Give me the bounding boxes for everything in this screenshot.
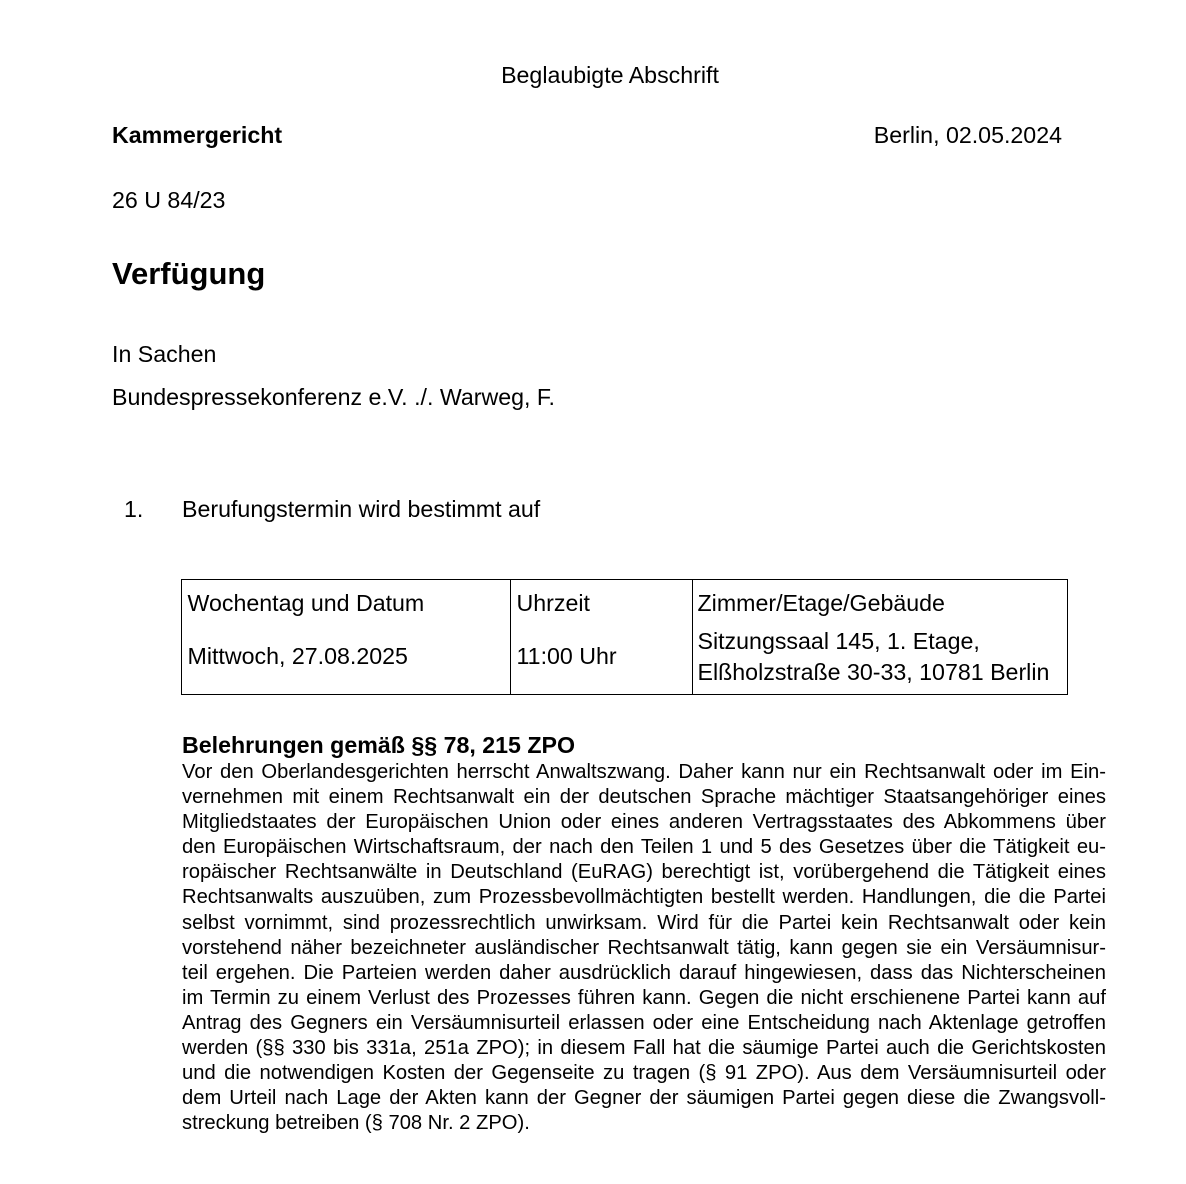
file-number: 26 U 84/23 bbox=[112, 187, 226, 213]
paragraph-line: ropäischer Rechtsanwälte in Deutschland (EuRAG) berechtigt ist, vorübergehend die Tätigkeit eines bbox=[182, 861, 1106, 884]
paragraph-line: Mitgliedstaates der Europäischen Union oder eines anderen Vertragsstaates des Abkommens über bbox=[182, 811, 1106, 834]
table-cell-time: 11:00 Uhr bbox=[516, 642, 617, 669]
order-item-text: Berufungstermin wird bestimmt auf bbox=[182, 496, 541, 522]
table-header-date: Wochentag und Datum bbox=[187, 589, 425, 616]
paragraph-line: vernehmen mit einem Rechtsanwalt ein der deutschen Sprache mächtiger Staatsangehöriger eines bbox=[182, 786, 1106, 809]
case-parties: Bundespressekonferenz e.V. ./. Warweg, F. bbox=[112, 384, 555, 410]
paragraph-line: dem Urteil nach Lage der Akten kann der Gegner der säumigen Partei gegen diese die Zwangsvoll- bbox=[182, 1087, 1106, 1110]
paragraph-line: selbst vornimmt, sind prozessrechtlich unwirksam. Wird für die Partei kein Rechtsanwalt oder kein bbox=[182, 911, 1106, 934]
instructions-heading: Belehrungen gemäß §§ 78, 215 ZPO bbox=[182, 732, 576, 758]
certified-copy-label: Beglaubigte Abschrift bbox=[501, 62, 719, 88]
table-column-divider bbox=[510, 580, 512, 694]
paragraph-line: den Europäischen Wirtschaftsraum, der nach den Teilen 1 und 5 des Gesetzes über die Tätigkeit eu- bbox=[182, 836, 1106, 859]
paragraph-line: Vor den Oberlandesgerichten herrscht Anwaltszwang. Daher kann nur ein Rechtsanwalt oder im Ein- bbox=[182, 761, 1106, 783]
table-cell-location-line: Elßholzstraße 30-33, 10781 Berlin bbox=[697, 658, 1050, 685]
appointment-table bbox=[181, 579, 1068, 695]
paragraph-line: Rechtsanwalts auszuüben, zum Prozessbevollmächtigten bestellt werden. Handlungen, die die Partei bbox=[182, 886, 1106, 909]
paragraph-line: teil ergehen. Die Parteien werden daher ausdrücklich darauf hingewiesen, dass das Nichterscheinen bbox=[182, 961, 1106, 984]
place-date: Berlin, 02.05.2024 bbox=[873, 122, 1062, 148]
paragraph-line: im Termin zu einem Verlust des Prozesses führen kann. Gegen die nicht erschienene Partei kann auf bbox=[182, 986, 1106, 1009]
paragraph-line: werden (§§ 330 bis 331a, 251a ZPO); in diesem Fall hat die säumige Partei auch die Gerichtskosten bbox=[182, 1037, 1106, 1060]
table-header-time: Uhrzeit bbox=[516, 589, 590, 616]
paragraph-line: streckung betreiben (§ 708 Nr. 2 ZPO). bbox=[182, 1112, 530, 1135]
paragraph-line: und die notwendigen Kosten der Gegenseite zu tragen (§ 91 ZPO). Aus dem Versäumnisurteil oder bbox=[182, 1062, 1106, 1085]
paragraph-line: vorstehend näher bezeichneter ausländischer Rechtsanwalt tätig, kann gegen sie ein Versäumnisur- bbox=[182, 936, 1106, 959]
table-cell-date: Mittwoch, 27.08.2025 bbox=[187, 642, 408, 669]
case-intro: In Sachen bbox=[112, 341, 217, 367]
table-cell-location-line: Sitzungssaal 145, 1. Etage, bbox=[697, 627, 980, 654]
instructions-paragraph bbox=[182, 760, 1106, 1136]
table-header-location: Zimmer/Etage/Gebäude bbox=[697, 589, 945, 616]
paragraph-line: Antrag des Gegners ein Versäumnisurteil erlassen oder eine Entscheidung nach Aktenlage getroffen bbox=[182, 1011, 1106, 1034]
order-item-number: 1. bbox=[124, 496, 144, 522]
document-title: Verfügung bbox=[112, 256, 266, 291]
court-name: Kammergericht bbox=[112, 122, 283, 148]
table-column-divider bbox=[692, 580, 694, 694]
